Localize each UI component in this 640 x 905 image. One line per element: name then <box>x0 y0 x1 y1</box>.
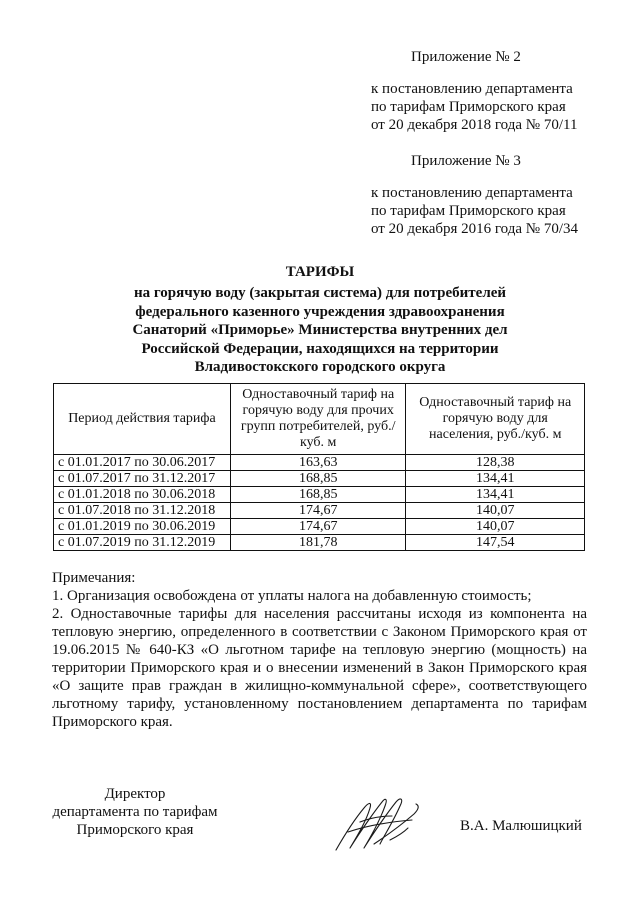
handwritten-signature-icon <box>330 792 430 854</box>
subtitle-line: федерального казенного учреждения здравоохранения <box>135 303 505 320</box>
table-row <box>54 535 585 551</box>
appendix-3-line: по тарифам Приморского края <box>371 203 566 219</box>
subtitle-line: Санаторий «Приморье» Министерства внутренних дел <box>132 322 508 339</box>
notes-section <box>52 569 587 731</box>
appendix-2-line: по тарифам Приморского края <box>371 99 566 115</box>
table-row <box>54 455 585 471</box>
position-line: департамента по тарифам <box>52 804 218 820</box>
note-item-1: 1. Организация освобождена от уплаты налога на добавленную стоимость; <box>52 588 532 604</box>
cell-other-tariff: 181,78 <box>230 535 406 551</box>
cell-population-tariff: 134,41 <box>406 487 585 503</box>
document-subtitle <box>0 284 640 377</box>
position-line: Приморского края <box>76 822 194 838</box>
cell-other-tariff: 174,67 <box>230 503 406 519</box>
table-row <box>54 487 585 503</box>
header-population: Одноставочный тариф на горячую воду для населения, руб./куб. м <box>406 384 585 455</box>
cell-period: с 01.07.2017 по 31.12.2017 <box>54 471 231 487</box>
table-header-row <box>54 384 585 455</box>
table-row <box>54 471 585 487</box>
subtitle-line: на горячую воду (закрытая система) для потребителей <box>133 285 507 301</box>
signatory-position <box>40 785 230 839</box>
cell-population-tariff: 147,54 <box>406 535 585 551</box>
cell-other-tariff: 163,63 <box>230 455 406 471</box>
appendix-3-line: к постановлению департамента <box>371 185 573 201</box>
tariff-table <box>53 383 585 551</box>
appendix-2-line: от 20 декабря 2018 года № 70/11 <box>371 117 578 133</box>
subtitle-line: Владивостокского городского округа <box>194 359 446 376</box>
cell-period: с 01.01.2017 по 30.06.2017 <box>54 455 231 471</box>
appendix-2-reference <box>371 80 577 134</box>
notes-title: Примечания: <box>52 570 136 586</box>
appendix-3-line: от 20 декабря 2016 года № 70/34 <box>371 221 579 237</box>
cell-period: с 01.01.2019 по 30.06.2019 <box>54 519 231 535</box>
cell-other-tariff: 168,85 <box>230 487 406 503</box>
appendix-2-line: к постановлению департамента <box>371 81 573 97</box>
document-title: ТАРИФЫ <box>285 264 355 280</box>
cell-period: с 01.07.2018 по 31.12.2018 <box>54 503 231 519</box>
cell-population-tariff: 140,07 <box>406 519 585 535</box>
appendix-3-reference <box>371 184 578 238</box>
cell-period: с 01.07.2019 по 31.12.2019 <box>54 535 231 551</box>
appendix-2-title: Приложение № 2 <box>411 49 521 65</box>
cell-other-tariff: 168,85 <box>230 471 406 487</box>
signatory-name: В.А. Малюшицкий <box>460 818 582 834</box>
cell-population-tariff: 134,41 <box>406 471 585 487</box>
table-row <box>54 503 585 519</box>
header-period: Период действия тарифа <box>54 384 231 455</box>
cell-other-tariff: 174,67 <box>230 519 406 535</box>
cell-population-tariff: 140,07 <box>406 503 585 519</box>
header-other-consumers: Одноставочный тариф на горячую воду для прочих групп потребителей, руб./куб. м <box>230 384 406 455</box>
table-row <box>54 519 585 535</box>
position-line: Директор <box>104 786 166 802</box>
cell-population-tariff: 128,38 <box>406 455 585 471</box>
cell-period: с 01.01.2018 по 30.06.2018 <box>54 487 231 503</box>
note-item-2: 2. Одноставочные тарифы для населения рассчитаны исходя из компонента на тепловую энергию, определенного в соответствии с Законом Приморского края от 19.06.2015 № 640-КЗ «О льготном тарифе на тепловую энергию (мощность) на территории Приморского края и о внесении изменений в Закон Приморского края «О защите прав граждан в жилищно-коммунальной сфере», соответствующего льготному тарифу, установленному постановлением департамента по тарифам Приморского края. <box>52 606 587 730</box>
appendix-3-title: Приложение № 3 <box>411 153 521 169</box>
subtitle-line: Российской Федерации, находящихся на территории <box>141 340 499 357</box>
